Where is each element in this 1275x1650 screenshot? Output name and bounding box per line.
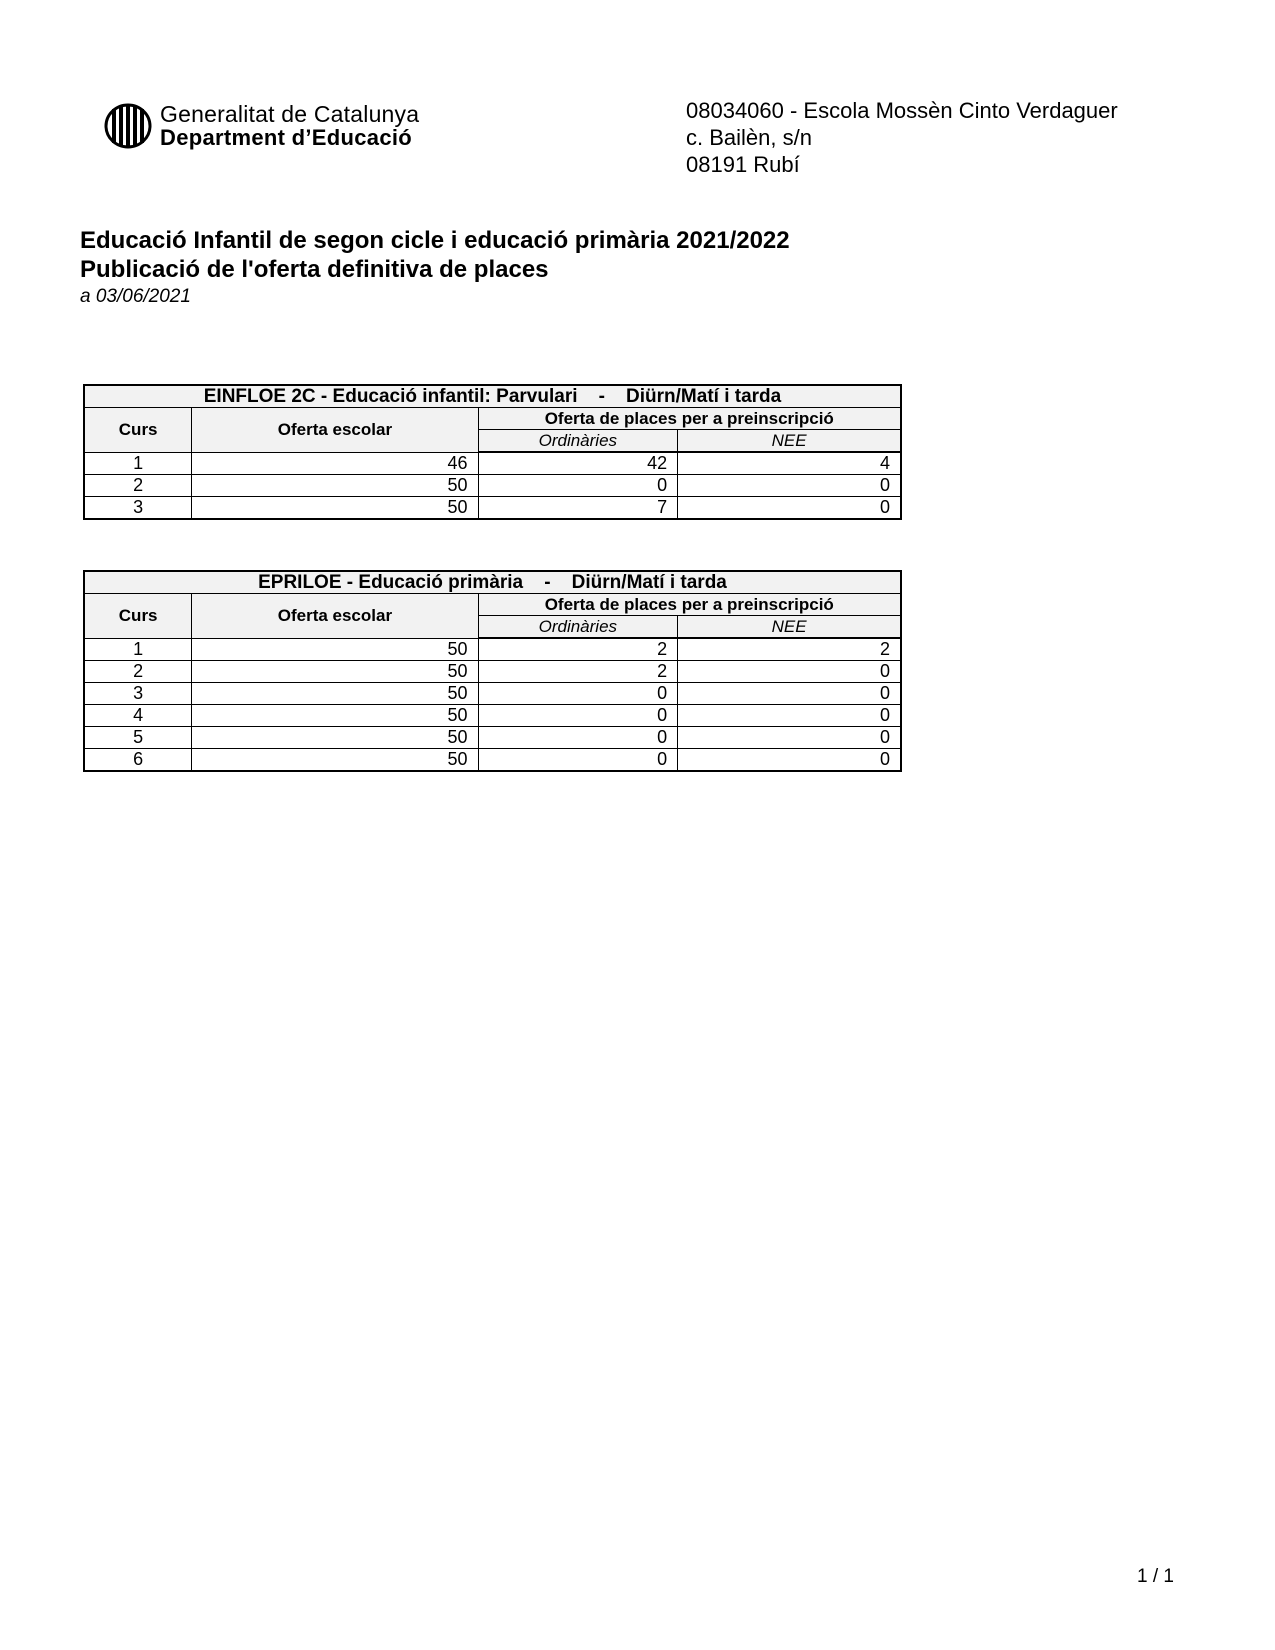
table-row xyxy=(84,638,901,661)
catalan-government-emblem-icon xyxy=(104,103,152,149)
cell-oferta: 46 xyxy=(192,452,478,475)
cell-curs: 2 xyxy=(84,475,192,497)
cell-oferta: 50 xyxy=(192,497,478,520)
cell-nee: 0 xyxy=(678,749,901,772)
school-street: c. Bailèn, s/n xyxy=(686,125,812,150)
school-info xyxy=(686,97,1118,178)
cell-nee: 4 xyxy=(678,452,901,475)
cell-oferta: 50 xyxy=(192,475,478,497)
cell-ordinaries: 7 xyxy=(478,497,678,520)
table-row xyxy=(84,727,901,749)
offer-table-epriloe xyxy=(83,570,902,772)
cell-nee: 2 xyxy=(678,638,901,661)
cell-oferta: 50 xyxy=(192,705,478,727)
cell-nee: 0 xyxy=(678,661,901,683)
table-row xyxy=(84,749,901,772)
cell-ordinaries: 0 xyxy=(478,727,678,749)
cell-curs: 1 xyxy=(84,638,192,661)
table-row xyxy=(84,452,901,475)
cell-nee: 0 xyxy=(678,727,901,749)
table-row xyxy=(84,661,901,683)
header-oferta-escolar: Oferta escolar xyxy=(192,408,478,453)
table-caption: EINFLOE 2C - Educació infantil: Parvulari - Diürn/Matí i tarda xyxy=(84,385,901,408)
header-oferta-places: Oferta de places per a preinscripció xyxy=(478,594,901,616)
header-nee: NEE xyxy=(678,616,901,639)
cell-nee: 0 xyxy=(678,475,901,497)
cell-oferta: 50 xyxy=(192,661,478,683)
header-curs: Curs xyxy=(84,408,192,453)
logo-text xyxy=(160,103,419,149)
document-titles xyxy=(80,226,790,309)
logo-line-1: Generalitat de Catalunya xyxy=(160,101,420,127)
cell-ordinaries: 0 xyxy=(478,475,678,497)
logo-line-2: Department d’Educació xyxy=(160,125,413,150)
logo xyxy=(104,103,419,149)
offer-table-einfloe xyxy=(83,384,902,520)
header-ordinaries: Ordinàries xyxy=(478,616,678,639)
header-ordinaries: Ordinàries xyxy=(478,430,678,453)
cell-oferta: 50 xyxy=(192,727,478,749)
header-curs: Curs xyxy=(84,594,192,639)
cell-oferta: 50 xyxy=(192,683,478,705)
school-city: 08191 Rubí xyxy=(686,152,800,177)
cell-ordinaries: 2 xyxy=(478,638,678,661)
cell-curs: 3 xyxy=(84,683,192,705)
cell-curs: 5 xyxy=(84,727,192,749)
school-code-name: 08034060 - Escola Mossèn Cinto Verdaguer xyxy=(686,98,1118,123)
header-oferta-escolar: Oferta escolar xyxy=(192,594,478,639)
cell-ordinaries: 0 xyxy=(478,705,678,727)
table-row xyxy=(84,475,901,497)
cell-nee: 0 xyxy=(678,705,901,727)
cell-curs: 6 xyxy=(84,749,192,772)
cell-nee: 0 xyxy=(678,683,901,705)
cell-ordinaries: 42 xyxy=(478,452,678,475)
table-row xyxy=(84,497,901,520)
cell-curs: 1 xyxy=(84,452,192,475)
document-subtitle: Publicació de l'oferta definitiva de places xyxy=(80,256,549,283)
page-number: 1 / 1 xyxy=(1137,1566,1174,1587)
cell-oferta: 50 xyxy=(192,638,478,661)
table-row xyxy=(84,705,901,727)
cell-ordinaries: 0 xyxy=(478,683,678,705)
table-caption: EPRILOE - Educació primària - Diürn/Matí i tarda xyxy=(84,571,901,594)
document-date: a 03/06/2021 xyxy=(80,286,191,307)
table-row xyxy=(84,683,901,705)
header-nee: NEE xyxy=(678,430,901,453)
cell-curs: 4 xyxy=(84,705,192,727)
cell-nee: 0 xyxy=(678,497,901,520)
document-title: Educació Infantil de segon cicle i educació primària 2021/2022 xyxy=(80,227,790,254)
cell-curs: 3 xyxy=(84,497,192,520)
cell-oferta: 50 xyxy=(192,749,478,772)
cell-curs: 2 xyxy=(84,661,192,683)
header-oferta-places: Oferta de places per a preinscripció xyxy=(478,408,901,430)
cell-ordinaries: 2 xyxy=(478,661,678,683)
cell-ordinaries: 0 xyxy=(478,749,678,772)
